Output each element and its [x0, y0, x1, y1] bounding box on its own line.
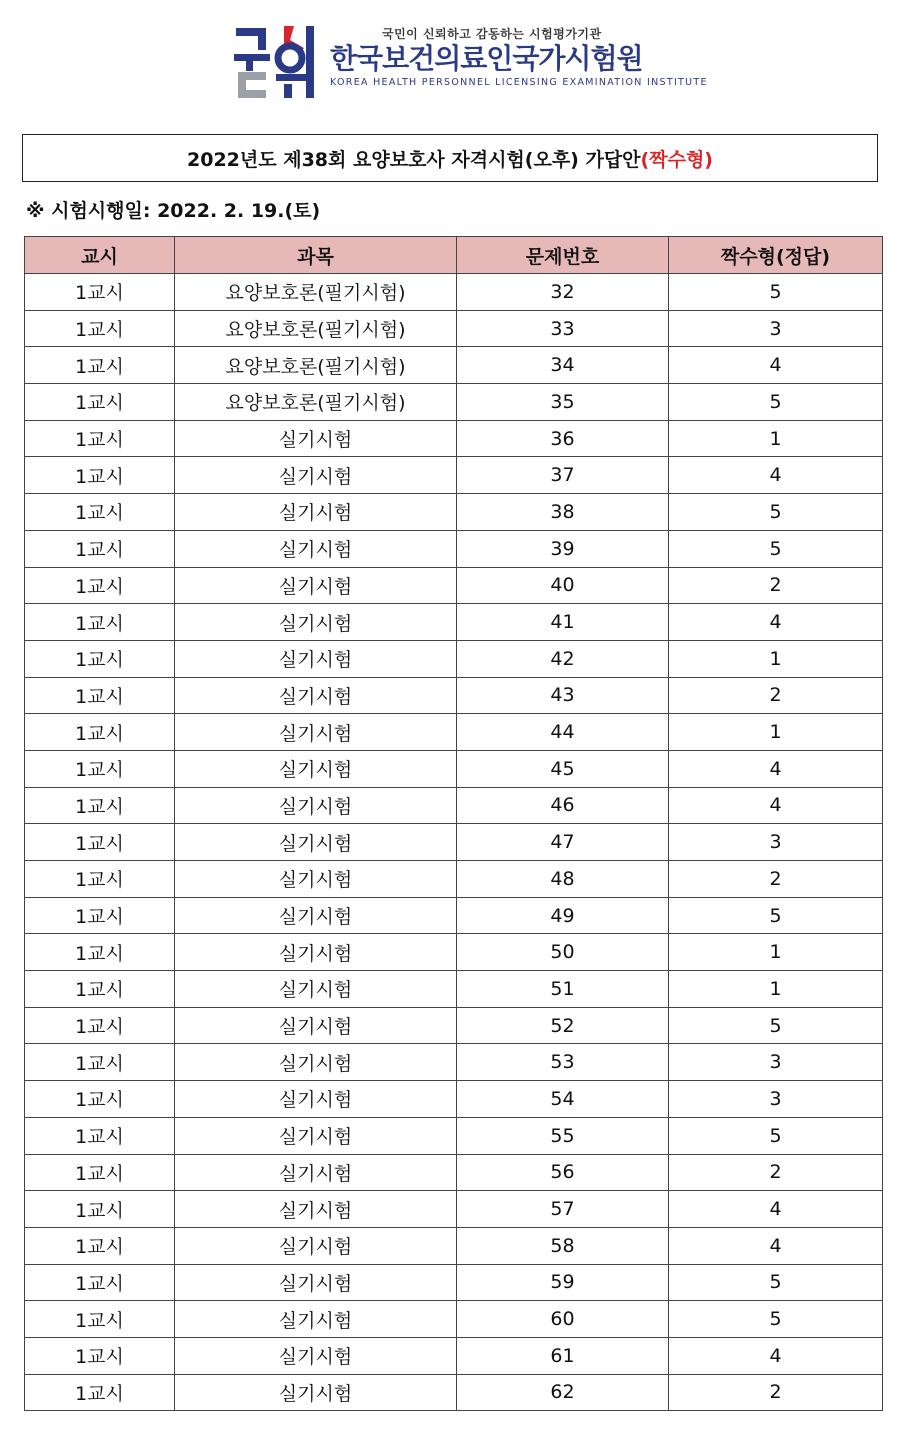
cell-answer: 1 — [669, 971, 883, 1008]
cell-answer: 2 — [669, 567, 883, 604]
answer-table — [24, 236, 883, 1411]
cell-answer: 3 — [669, 1081, 883, 1118]
column-header-answer: 짝수형(정답) — [669, 237, 883, 274]
table-row — [25, 1191, 883, 1228]
cell-subject: 요양보호론(필기시험) — [175, 384, 457, 421]
cell-subject: 실기시험 — [175, 1264, 457, 1301]
cell-answer: 5 — [669, 530, 883, 567]
table-row — [25, 420, 883, 457]
table-header-row — [25, 237, 883, 274]
cell-answer: 4 — [669, 1191, 883, 1228]
cell-subject: 실기시험 — [175, 787, 457, 824]
cell-period: 1교시 — [25, 1007, 175, 1044]
cell-period: 1교시 — [25, 1301, 175, 1338]
table-row — [25, 384, 883, 421]
table-row — [25, 677, 883, 714]
cell-subject: 실기시험 — [175, 1191, 457, 1228]
cell-subject: 실기시험 — [175, 1007, 457, 1044]
cell-period: 1교시 — [25, 494, 175, 531]
cell-answer: 2 — [669, 861, 883, 898]
cell-question-number: 44 — [457, 714, 669, 751]
cell-answer: 4 — [669, 750, 883, 787]
table-row — [25, 1044, 883, 1081]
table-row — [25, 1264, 883, 1301]
table-row — [25, 310, 883, 347]
table-row — [25, 750, 883, 787]
cell-subject: 실기시험 — [175, 1301, 457, 1338]
table-row — [25, 347, 883, 384]
cell-question-number: 54 — [457, 1081, 669, 1118]
cell-period: 1교시 — [25, 1374, 175, 1411]
institute-name-english: KOREA HEALTH PERSONNEL LICENSING EXAMINATION INSTITUTE — [330, 77, 708, 88]
cell-answer: 2 — [669, 1374, 883, 1411]
cell-subject: 실기시험 — [175, 1227, 457, 1264]
cell-answer: 4 — [669, 787, 883, 824]
column-header-period: 교시 — [25, 237, 175, 274]
cell-period: 1교시 — [25, 750, 175, 787]
cell-subject: 실기시험 — [175, 934, 457, 971]
cell-subject: 실기시험 — [175, 494, 457, 531]
cell-answer: 4 — [669, 604, 883, 641]
table-row — [25, 494, 883, 531]
table-row — [25, 1374, 883, 1411]
cell-subject: 실기시험 — [175, 824, 457, 861]
cell-question-number: 45 — [457, 750, 669, 787]
cell-period: 1교시 — [25, 934, 175, 971]
table-row — [25, 971, 883, 1008]
cell-period: 1교시 — [25, 897, 175, 934]
institute-logo — [232, 22, 708, 106]
cell-subject: 실기시험 — [175, 1337, 457, 1374]
table-row — [25, 1117, 883, 1154]
cell-period: 1교시 — [25, 310, 175, 347]
cell-answer: 1 — [669, 934, 883, 971]
cell-question-number: 52 — [457, 1007, 669, 1044]
cell-subject: 실기시험 — [175, 714, 457, 751]
cell-period: 1교시 — [25, 1337, 175, 1374]
cell-question-number: 36 — [457, 420, 669, 457]
cell-question-number: 60 — [457, 1301, 669, 1338]
cell-subject: 요양보호론(필기시험) — [175, 274, 457, 311]
cell-subject: 실기시험 — [175, 420, 457, 457]
table-row — [25, 640, 883, 677]
cell-period: 1교시 — [25, 861, 175, 898]
cell-question-number: 50 — [457, 934, 669, 971]
cell-question-number: 61 — [457, 1337, 669, 1374]
cell-period: 1교시 — [25, 1154, 175, 1191]
cell-answer: 5 — [669, 384, 883, 421]
cell-period: 1교시 — [25, 274, 175, 311]
cell-answer: 1 — [669, 640, 883, 677]
table-row — [25, 861, 883, 898]
cell-period: 1교시 — [25, 347, 175, 384]
cell-period: 1교시 — [25, 714, 175, 751]
title-main: 2022년도 제38회 요양보호사 자격시험(오후) 가답안 — [187, 148, 641, 171]
cell-subject: 실기시험 — [175, 750, 457, 787]
cell-period: 1교시 — [25, 420, 175, 457]
cell-answer: 5 — [669, 1007, 883, 1044]
cell-question-number: 32 — [457, 274, 669, 311]
table-row — [25, 604, 883, 641]
cell-period: 1교시 — [25, 567, 175, 604]
cell-period: 1교시 — [25, 1044, 175, 1081]
cell-subject: 실기시험 — [175, 457, 457, 494]
title-accent: (짝수형) — [640, 148, 713, 171]
cell-answer: 5 — [669, 274, 883, 311]
table-row — [25, 787, 883, 824]
cell-answer: 1 — [669, 714, 883, 751]
cell-period: 1교시 — [25, 1081, 175, 1118]
cell-period: 1교시 — [25, 530, 175, 567]
cell-subject: 실기시험 — [175, 1374, 457, 1411]
table-row — [25, 714, 883, 751]
cell-question-number: 41 — [457, 604, 669, 641]
cell-answer: 1 — [669, 420, 883, 457]
cell-answer: 3 — [669, 1044, 883, 1081]
cell-subject: 실기시험 — [175, 861, 457, 898]
cell-period: 1교시 — [25, 1117, 175, 1154]
answer-table-body — [25, 274, 883, 1411]
cell-period: 1교시 — [25, 384, 175, 421]
table-row — [25, 1007, 883, 1044]
column-header-question-number: 문제번호 — [457, 237, 669, 274]
column-header-subject: 과목 — [175, 237, 457, 274]
cell-answer: 4 — [669, 1227, 883, 1264]
table-row — [25, 274, 883, 311]
cell-question-number: 42 — [457, 640, 669, 677]
cell-period: 1교시 — [25, 1191, 175, 1228]
table-row — [25, 567, 883, 604]
cell-subject: 실기시험 — [175, 1081, 457, 1118]
institute-name: 한국보건의료인국가시험원 — [330, 42, 643, 75]
cell-answer: 5 — [669, 1117, 883, 1154]
cell-answer: 5 — [669, 494, 883, 531]
cell-answer: 2 — [669, 1154, 883, 1191]
cell-answer: 2 — [669, 677, 883, 714]
cell-period: 1교시 — [25, 1227, 175, 1264]
cell-question-number: 57 — [457, 1191, 669, 1228]
cell-subject: 실기시험 — [175, 1154, 457, 1191]
cell-subject: 요양보호론(필기시험) — [175, 347, 457, 384]
cell-subject: 실기시험 — [175, 1117, 457, 1154]
cell-answer: 4 — [669, 1337, 883, 1374]
table-row — [25, 530, 883, 567]
cell-question-number: 47 — [457, 824, 669, 861]
cell-question-number: 48 — [457, 861, 669, 898]
cell-answer: 5 — [669, 1301, 883, 1338]
cell-question-number: 55 — [457, 1117, 669, 1154]
cell-answer: 3 — [669, 310, 883, 347]
cell-question-number: 38 — [457, 494, 669, 531]
cell-question-number: 39 — [457, 530, 669, 567]
table-row — [25, 1081, 883, 1118]
institute-emblem-icon — [232, 22, 318, 102]
cell-question-number: 33 — [457, 310, 669, 347]
table-row — [25, 934, 883, 971]
cell-subject: 실기시험 — [175, 567, 457, 604]
cell-answer: 5 — [669, 1264, 883, 1301]
cell-subject: 실기시험 — [175, 530, 457, 567]
cell-question-number: 53 — [457, 1044, 669, 1081]
table-row — [25, 1337, 883, 1374]
cell-question-number: 58 — [457, 1227, 669, 1264]
cell-subject: 실기시험 — [175, 971, 457, 1008]
cell-question-number: 51 — [457, 971, 669, 1008]
cell-answer: 5 — [669, 897, 883, 934]
cell-question-number: 56 — [457, 1154, 669, 1191]
cell-question-number: 59 — [457, 1264, 669, 1301]
table-row — [25, 1227, 883, 1264]
cell-period: 1교시 — [25, 457, 175, 494]
table-row — [25, 897, 883, 934]
cell-question-number: 35 — [457, 384, 669, 421]
cell-subject: 실기시험 — [175, 640, 457, 677]
cell-period: 1교시 — [25, 677, 175, 714]
cell-subject: 요양보호론(필기시험) — [175, 310, 457, 347]
cell-subject: 실기시험 — [175, 677, 457, 714]
table-row — [25, 824, 883, 861]
cell-period: 1교시 — [25, 1264, 175, 1301]
cell-subject: 실기시험 — [175, 1044, 457, 1081]
cell-question-number: 46 — [457, 787, 669, 824]
cell-question-number: 34 — [457, 347, 669, 384]
cell-answer: 4 — [669, 457, 883, 494]
cell-period: 1교시 — [25, 824, 175, 861]
cell-answer: 3 — [669, 824, 883, 861]
table-row — [25, 457, 883, 494]
cell-question-number: 62 — [457, 1374, 669, 1411]
cell-period: 1교시 — [25, 640, 175, 677]
cell-answer: 4 — [669, 347, 883, 384]
cell-period: 1교시 — [25, 604, 175, 641]
cell-question-number: 43 — [457, 677, 669, 714]
cell-subject: 실기시험 — [175, 604, 457, 641]
cell-subject: 실기시험 — [175, 897, 457, 934]
cell-period: 1교시 — [25, 787, 175, 824]
document-title — [22, 134, 878, 182]
cell-period: 1교시 — [25, 971, 175, 1008]
cell-question-number: 40 — [457, 567, 669, 604]
cell-question-number: 49 — [457, 897, 669, 934]
cell-question-number: 37 — [457, 457, 669, 494]
institute-slogan: 국민이 신뢰하고 감동하는 시험평가기관 — [382, 27, 602, 41]
table-row — [25, 1301, 883, 1338]
exam-date: ※ 시험시행일: 2022. 2. 19.(토) — [26, 200, 321, 222]
table-row — [25, 1154, 883, 1191]
